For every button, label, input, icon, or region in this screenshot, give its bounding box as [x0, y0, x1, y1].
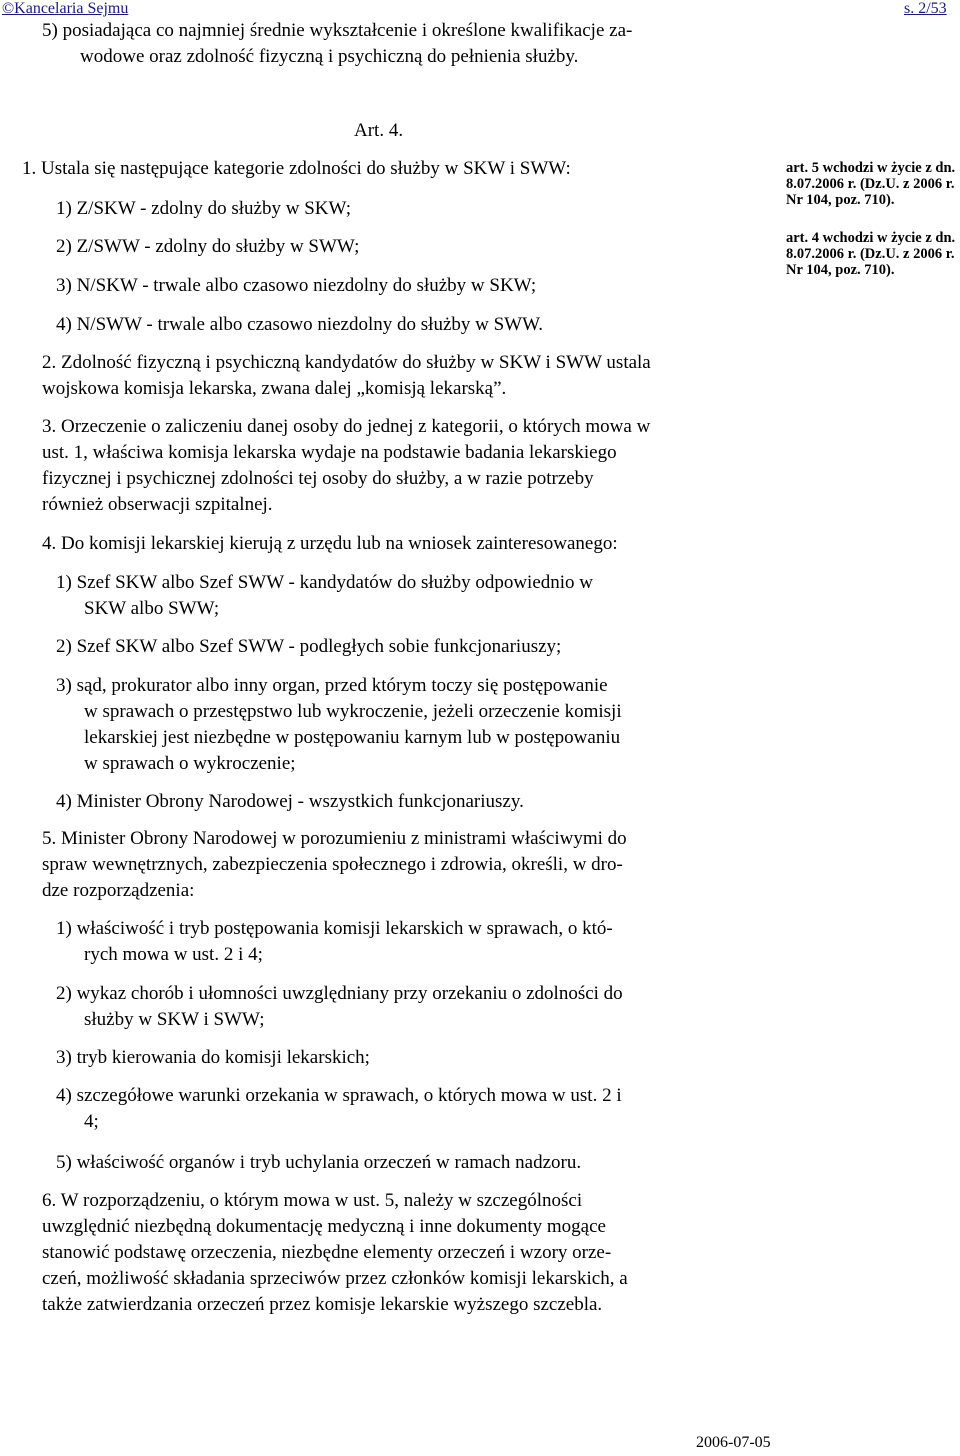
- p5-intro: spraw wewnętrznych, zabezpieczenia społecznego i zdrowia, określi, w dro-: [42, 854, 623, 875]
- continuation-line-2: wodowe oraz zdolność fizyczną i psychiczną do pełnienia służby.: [80, 46, 579, 67]
- p4-intro: 4. Do komisji lekarskiej kierują z urzędu lub na wniosek zainteresowanego:: [42, 533, 618, 554]
- p4-item-cont: lekarskiej jest niezbędne w postępowaniu karnym lub w postępowaniu: [84, 727, 621, 748]
- p5-item: 1) właściwość i tryb postępowania komisji lekarskich w sprawach, o któ-: [56, 918, 613, 939]
- p4-item-cont: w sprawach o wykroczenie;: [84, 753, 296, 774]
- p1-item: 4) N/SWW - trwale albo czasowo niezdolny do służby w SWW.: [56, 314, 544, 335]
- p5-item: 2) wykaz chorób i ułomności uwzględniany przy orzekaniu o zdolności do: [56, 983, 623, 1004]
- p5-intro: dze rozporządzenia:: [42, 880, 195, 901]
- p6-line: także zatwierdzania orzeczeń przez komisje lekarskie wyższego szczebla.: [42, 1294, 603, 1315]
- p2-line: 2. Zdolność fizyczną i psychiczną kandydatów do służby w SKW i SWW ustala: [42, 352, 651, 373]
- p3-line: fizycznej i psychicznej zdolności tej osoby do służby, a w razie potrzeby: [42, 468, 594, 489]
- page-number-link[interactable]: s. 2/53: [904, 0, 947, 17]
- p3-line: ust. 1, właściwa komisja lekarska wydaje na podstawie badania lekarskiego: [42, 442, 617, 463]
- p2-line: wojskowa komisja lekarska, zwana dalej „komisją lekarską”.: [42, 378, 507, 399]
- margin-note: art. 4 wchodzi w życie z dn. 8.07.2006 r. (Dz.U. z 2006 r. Nr 104, poz. 710).: [786, 230, 956, 278]
- footer-date: 2006-07-05: [696, 1434, 771, 1451]
- p3-line: również obserwacji szpitalnej.: [42, 494, 273, 515]
- continuation-line-1: 5) posiadająca co najmniej średnie wykształcenie i określone kwalifikacje za-: [42, 20, 633, 41]
- p5-item: 5) właściwość organów i tryb uchylania orzeczeń w ramach nadzoru.: [56, 1152, 582, 1173]
- p6-line: 6. W rozporządzeniu, o którym mowa w ust. 5, należy w szczególności: [42, 1190, 583, 1211]
- p5-item-cont: 4;: [84, 1111, 99, 1132]
- p1-intro: 1. Ustala się następujące kategorie zdolności do służby w SKW i SWW:: [22, 158, 571, 179]
- p6-line: czeń, możliwość składania sprzeciwów przez członków komisji lekarskich, a: [42, 1268, 628, 1289]
- p3-line: 3. Orzeczenie o zaliczeniu danej osoby do jednej z kategorii, o których mowa w: [42, 416, 651, 437]
- margin-note: art. 5 wchodzi w życie z dn. 8.07.2006 r. (Dz.U. z 2006 r. Nr 104, poz. 710).: [786, 160, 956, 208]
- article-title: Art. 4.: [354, 120, 404, 141]
- p5-item-cont: rych mowa w ust. 2 i 4;: [84, 944, 263, 965]
- p4-item: 1) Szef SKW albo Szef SWW - kandydatów do służby odpowiednio w: [56, 572, 594, 593]
- p1-item: 2) Z/SWW - zdolny do służby w SWW;: [56, 236, 360, 257]
- p1-item: 1) Z/SKW - zdolny do służby w SKW;: [56, 198, 352, 219]
- p4-item: 4) Minister Obrony Narodowej - wszystkich funkcjonariuszy.: [56, 791, 524, 812]
- p6-line: uwzględnić niezbędną dokumentację medyczną i inne dokumenty mogące: [42, 1216, 606, 1237]
- p6-line: stanowić podstawę orzeczenia, niezbędne elementy orzeczeń i wzory orze-: [42, 1242, 612, 1263]
- p5-intro: 5. Minister Obrony Narodowej w porozumieniu z ministrami właściwymi do: [42, 828, 627, 849]
- p1-item: 3) N/SKW - trwale albo czasowo niezdolny do służby w SKW;: [56, 275, 537, 296]
- p4-item-cont: w sprawach o przestępstwo lub wykroczenie, jeżeli orzeczenie komisji: [84, 701, 622, 722]
- p5-item: 4) szczegółowe warunki orzekania w sprawach, o których mowa w ust. 2 i: [56, 1085, 622, 1106]
- p4-item: 3) sąd, prokurator albo inny organ, przed którym toczy się postępowanie: [56, 675, 608, 696]
- p5-item-cont: służby w SKW i SWW;: [84, 1009, 265, 1030]
- header-source-link[interactable]: ©Kancelaria Sejmu: [2, 0, 129, 17]
- p4-item-cont: SKW albo SWW;: [84, 598, 220, 619]
- p4-item: 2) Szef SKW albo Szef SWW - podległych sobie funkcjonariuszy;: [56, 636, 562, 657]
- p5-item: 3) tryb kierowania do komisji lekarskich;: [56, 1047, 370, 1068]
